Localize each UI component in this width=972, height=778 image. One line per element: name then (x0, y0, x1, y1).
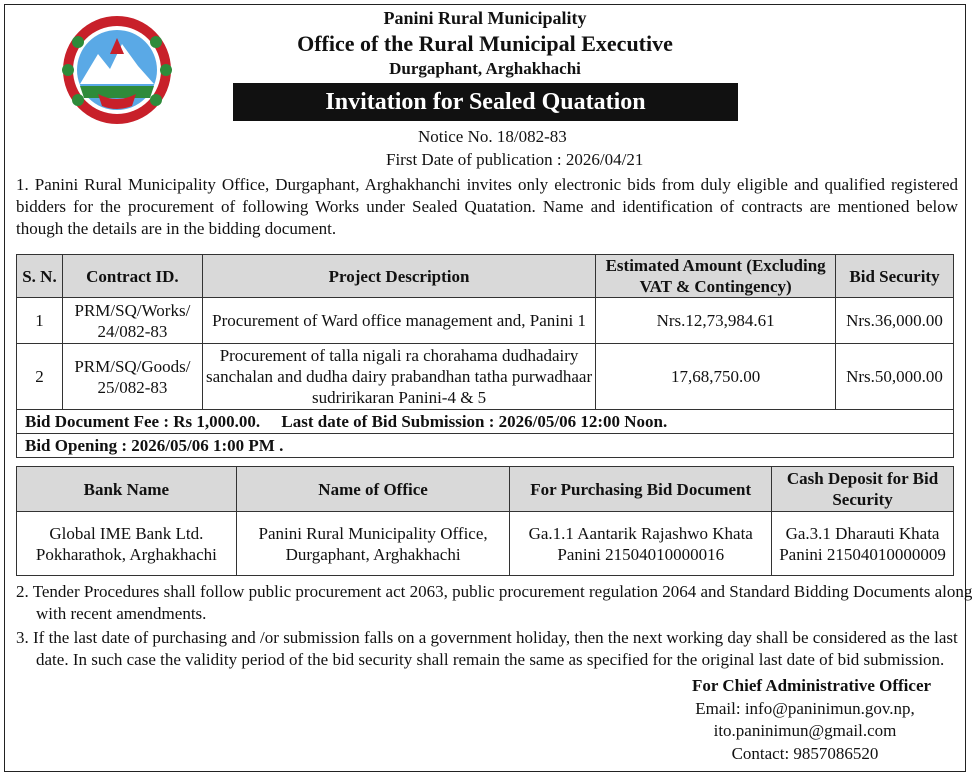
cell-description: Procurement of talla nigali ra chorahama dudhadairy sanchalan and dudha dairy prabandhan tatha purwadhaar sudririkaran Panini-4 & 5 (202, 344, 595, 410)
table-row (17, 344, 954, 410)
cell-sn: 1 (17, 298, 63, 344)
cell-contract-id: PRM/SQ/Works/ 24/082-83 (62, 298, 202, 344)
office-name: Office of the Rural Municipal Executive (297, 31, 673, 56)
cell-description: Procurement of Ward office management and, Panini 1 (202, 298, 595, 344)
email-secondary: ito.paninimun@gmail.com (713, 721, 897, 740)
opening-line: Bid Opening : 2026/05/06 1:00 PM . (17, 434, 954, 458)
notice-number: Notice No. 18/082-83 (418, 127, 567, 146)
table-row (17, 512, 954, 576)
opening-row (17, 434, 954, 458)
table-header-row (17, 467, 954, 512)
publication-date: First Date of publication : 2026/04/21 (386, 150, 644, 169)
table-header-row (17, 255, 954, 298)
paragraph-2: 2. Tender Procedures shall follow public procurement act 2063, public procurement regulation 2064 and Standard Bidding Documents along with recent amendments. (16, 582, 972, 623)
cell-security: Nrs.50,000.00 (836, 344, 954, 410)
email-primary: Email: info@paninimun.gov.np, (695, 699, 915, 718)
header-bank-name: Bank Name (17, 467, 237, 512)
cell-deposit: Ga.3.1 Dharauti Khata Panini 21504010000009 (772, 512, 954, 576)
header-security: Bid Security (836, 255, 954, 298)
paragraph-1: 1. Panini Rural Municipality Office, Durgaphant, Arghakhanchi invites only electronic bids from duly eligible and qualified registered bidders for the procurement of following Works under Sealed Quatation. Name and identification of contracts are mentioned below though the details are in the bidding document. (16, 175, 958, 238)
nepal-emblem-icon (58, 14, 176, 126)
cell-amount: Nrs.12,73,984.61 (596, 298, 836, 344)
fee-row (17, 410, 954, 434)
cell-bank: Global IME Bank Ltd. Pokharathok, Arghakhachi (17, 512, 237, 576)
header-sn: S. N. (17, 255, 63, 298)
notice-banner: Invitation for Sealed Quatation (233, 83, 738, 121)
cell-security: Nrs.36,000.00 (836, 298, 954, 344)
header-amount: Estimated Amount (Excluding VAT & Contingency) (596, 255, 836, 298)
cell-amount: 17,68,750.00 (596, 344, 836, 410)
cell-office: Panini Rural Municipality Office, Durgaphant, Arghakhachi (236, 512, 510, 576)
paragraph-3: 3. If the last date of purchasing and /or submission falls on a government holiday, then the next working day shall be considered as the last date. In such case the validity period of the bid security shall remain the same as specified for the original last date of bid submission. (16, 628, 958, 669)
cell-contract-id: PRM/SQ/Goods/ 25/082-83 (62, 344, 202, 410)
bank-table (16, 466, 954, 576)
contact-phone: Contact: 9857086520 (731, 744, 879, 763)
fee-line: Bid Document Fee : Rs 1,000.00. Last date of Bid Submission : 2026/05/06 12:00 Noon. (17, 410, 954, 434)
header-contract-id: Contract ID. (62, 255, 202, 298)
table-row (17, 298, 954, 344)
org-name: Panini Rural Municipality (383, 8, 587, 28)
header-purchase: For Purchasing Bid Document (510, 467, 772, 512)
cell-sn: 2 (17, 344, 63, 410)
header-office-name: Name of Office (236, 467, 510, 512)
office-address: Durgaphant, Arghakhachi (389, 59, 581, 78)
contracts-table (16, 254, 954, 458)
cell-purchase: Ga.1.1 Aantarik Rajashwo Khata Panini 21504010000016 (510, 512, 772, 576)
signature-title: For Chief Administrative Officer (692, 676, 932, 695)
header-deposit: Cash Deposit for Bid Security (772, 467, 954, 512)
header-description: Project Description (202, 255, 595, 298)
